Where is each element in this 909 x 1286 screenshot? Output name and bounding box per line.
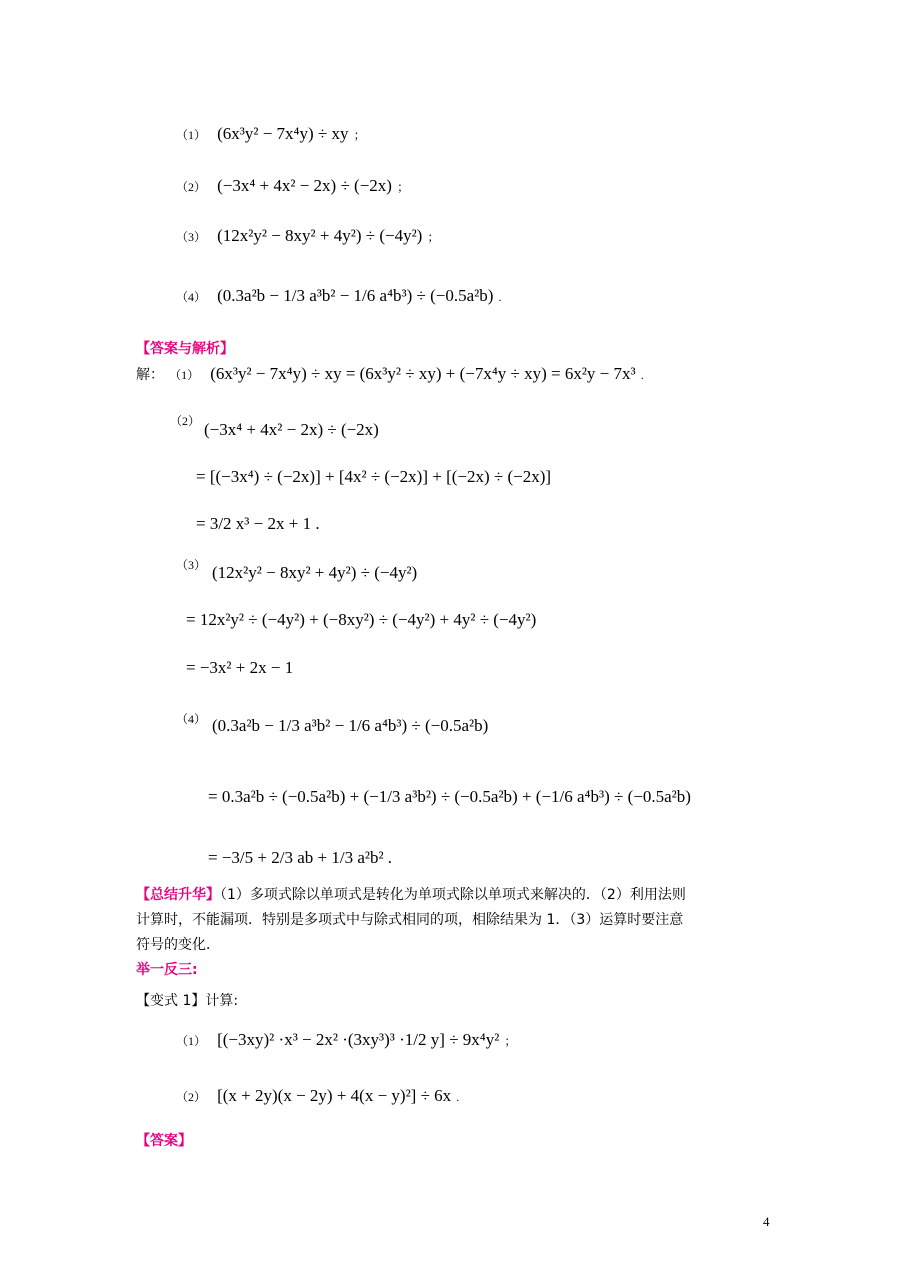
summary-line-2: 计算时，不能漏项．特别是多项式中与除式相同的项，相除结果为 1．（3）运算时要注意 [136, 912, 684, 928]
problem-4 [176, 286, 501, 306]
problem-punct: ； [427, 230, 440, 244]
variant-expression: [(x + 2y)(x − 2y) + 4(x − y)²] ÷ 6x [217, 1086, 452, 1105]
problem-punct: ； [397, 180, 410, 194]
problem-number: （1） [176, 128, 207, 142]
solution-expression: (6x³y² − 7x⁴y) ÷ xy = (6x³y² ÷ xy) + (−7x⁴y ÷ xy) = 6x²y − 7x³ [210, 364, 636, 383]
problem-punct: ； [353, 128, 366, 142]
variant-2 [176, 1086, 459, 1106]
summary-text: （1）多项式除以单项式是转化为单项式除以单项式来解决的．（2）利用法则 [220, 887, 686, 903]
solution-2-line-3: = 3/2 x³ − 2x + 1 . [196, 514, 320, 533]
variant-punct: ； [504, 1034, 517, 1048]
answer-label: 【答案】 [136, 1133, 192, 1149]
problem-3 [176, 226, 439, 246]
problem-expression: (6x³y² − 7x⁴y) ÷ xy [217, 124, 349, 143]
solution-2-line-1: (−3x⁴ + 4x² − 2x) ÷ (−2x) [204, 420, 379, 439]
solution-4-line-1: (0.3a²b − 1/3 a³b² − 1/6 a⁴b³) ÷ (−0.5a²b) [212, 716, 489, 735]
problem-2 [176, 176, 409, 196]
problem-1 [176, 124, 366, 144]
summary-heading: 【总结升华】 [136, 887, 220, 903]
solution-3-line-1: (12x²y² − 8xy² + 4y²) ÷ (−4y²) [212, 563, 418, 582]
variant-1 [176, 1030, 516, 1050]
page-number: 4 [763, 1214, 770, 1229]
solution-4-number: （4） [176, 712, 207, 726]
variant-label: 【变式 1】计算: [136, 993, 239, 1009]
solution-1 [136, 364, 644, 384]
problem-number: （2） [176, 180, 207, 194]
problem-expression: (0.3a²b − 1/3 a³b² − 1/6 a⁴b³) ÷ (−0.5a²b) [217, 286, 494, 305]
solution-4-line-3: = −3/5 + 2/3 ab + 1/3 a²b² . [208, 848, 393, 867]
problem-expression: (12x²y² − 8xy² + 4y²) ÷ (−4y²) [217, 226, 423, 245]
problem-number: （3） [176, 230, 207, 244]
answer-heading: 【答案与解析】 [136, 341, 234, 357]
solution-2-number: （2） [170, 414, 201, 428]
solution-2-line-2: = [(−3x⁴) ÷ (−2x)] + [4x² ÷ (−2x)] + [(−2x) ÷ (−2x)] [196, 467, 552, 486]
solution-3-line-3: = −3x² + 2x − 1 [186, 658, 294, 677]
variant-expression: [(−3xy)² ·x³ − 2x² ·(3xy³)³ ·1/2 y] ÷ 9x⁴y² [217, 1030, 500, 1049]
solution-3-line-2: = 12x²y² ÷ (−4y²) + (−8xy²) ÷ (−4y²) + 4y² ÷ (−4y²) [186, 610, 537, 629]
variant-number: （1） [176, 1034, 207, 1048]
variant-number: （2） [176, 1090, 207, 1104]
practice-heading: 举一反三: [136, 962, 198, 978]
problem-expression: (−3x⁴ + 4x² − 2x) ÷ (−2x) [217, 176, 392, 195]
solution-number: （1） [169, 368, 200, 382]
summary-line-1 [136, 884, 686, 904]
solution-4-line-2: = 0.3a²b ÷ (−0.5a²b) + (−1/3 a³b²) ÷ (−0.5a²b) + (−1/6 a⁴b³) ÷ (−0.5a²b) [208, 787, 691, 806]
solution-punct: . [640, 368, 644, 382]
summary-line-3: 符号的变化． [136, 937, 220, 953]
solution-3-number: （3） [176, 558, 207, 572]
problem-punct: . [498, 290, 502, 304]
solution-label: 解： [136, 367, 164, 383]
variant-punct: . [456, 1090, 460, 1104]
problem-number: （4） [176, 290, 207, 304]
